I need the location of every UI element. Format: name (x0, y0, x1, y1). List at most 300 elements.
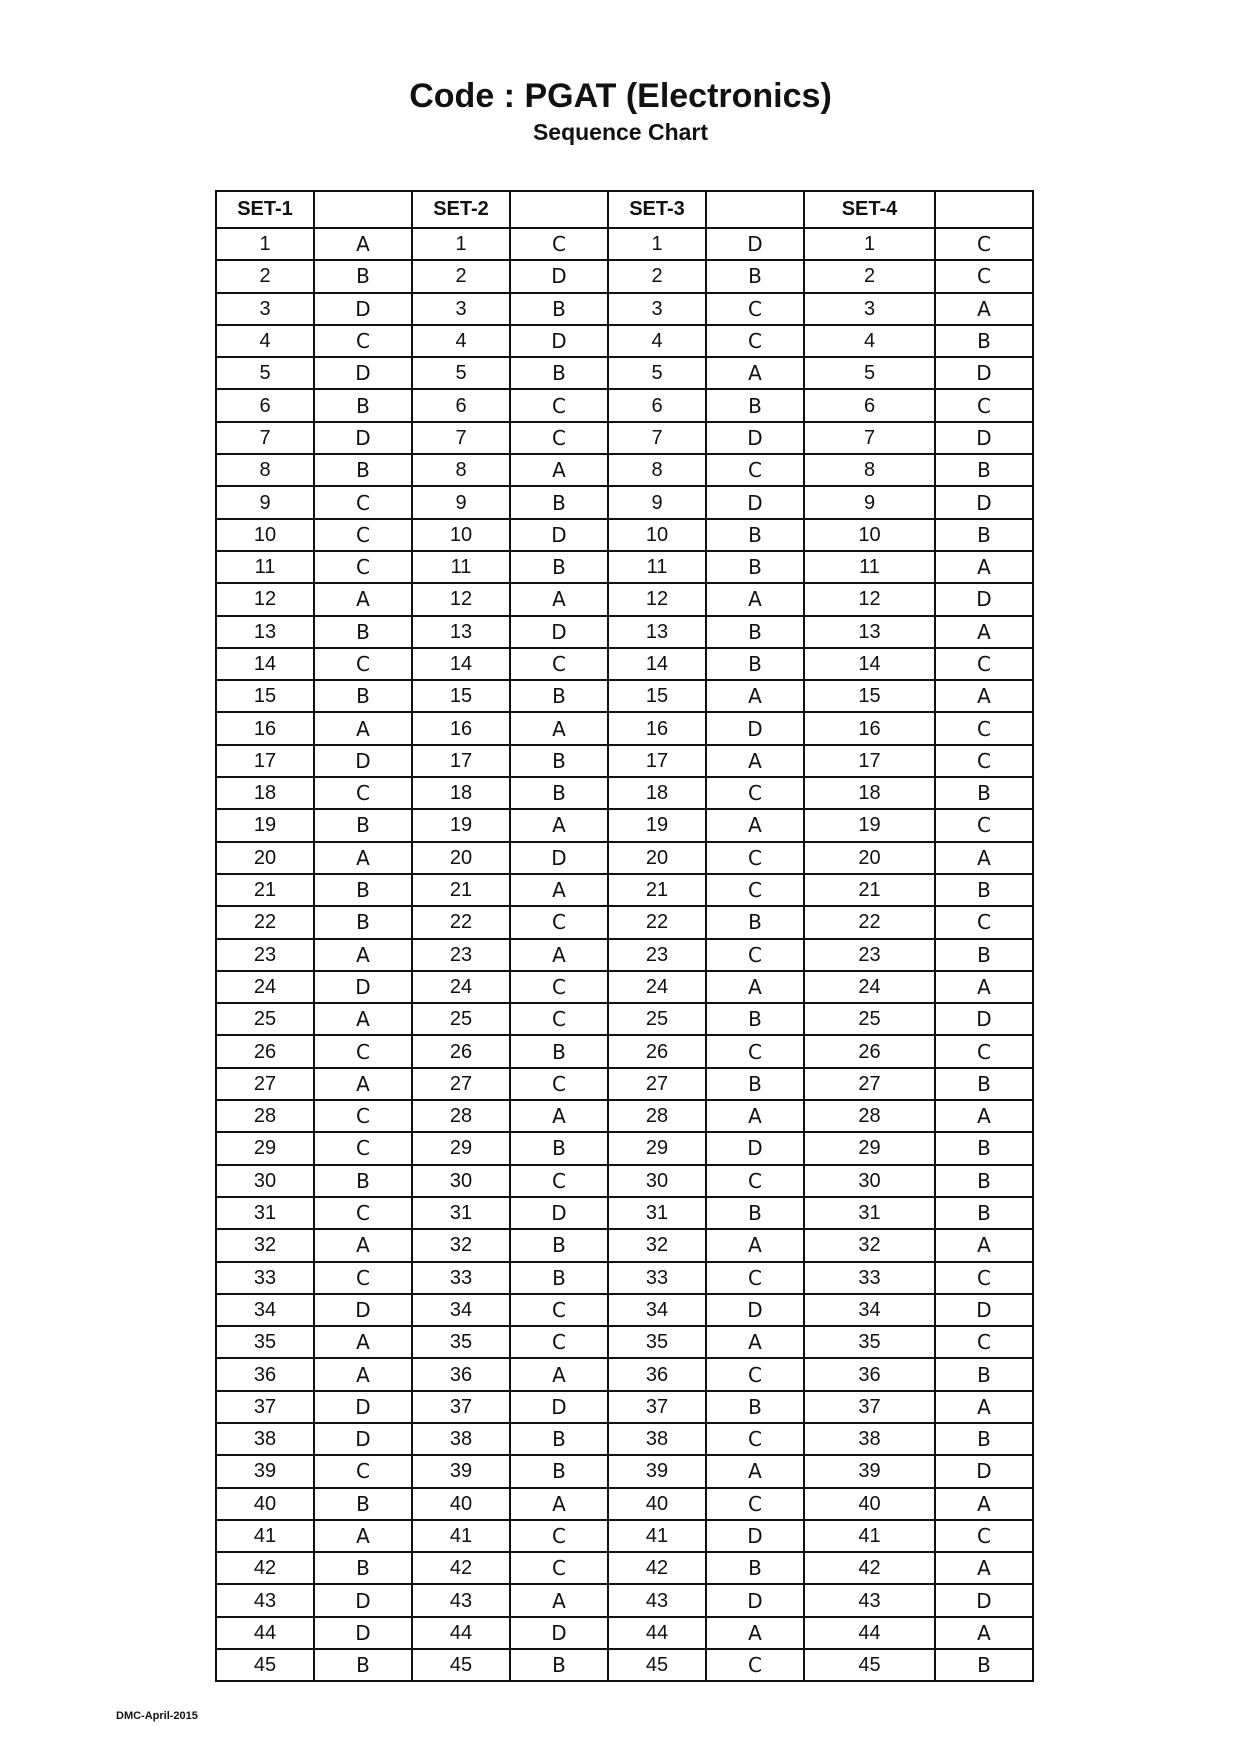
question-number-cell: 24 (412, 971, 510, 1003)
question-number-cell: 35 (412, 1326, 510, 1358)
table-row (216, 583, 1033, 615)
question-number-cell: 33 (804, 1262, 935, 1294)
answer-cell-set-3: C (706, 1165, 804, 1197)
table-row (216, 648, 1033, 680)
question-number-cell: 42 (804, 1552, 935, 1584)
question-number-cell: 35 (216, 1326, 314, 1358)
answer-cell-set-2: B (510, 1262, 608, 1294)
question-number-cell: 30 (804, 1165, 935, 1197)
answer-cell-set-4: A (935, 1488, 1033, 1520)
question-number-cell: 37 (412, 1391, 510, 1423)
table-row (216, 228, 1033, 260)
question-number-cell: 32 (216, 1229, 314, 1261)
answer-cell-set-1: B (314, 260, 412, 292)
answer-cell-set-4: B (935, 1423, 1033, 1455)
question-number-cell: 19 (608, 809, 706, 841)
answer-cell-set-1: D (314, 293, 412, 325)
answer-cell-set-1: D (314, 745, 412, 777)
question-number-cell: 44 (412, 1617, 510, 1649)
answer-cell-set-1: D (314, 1391, 412, 1423)
answer-cell-set-1: B (314, 616, 412, 648)
question-number-cell: 25 (804, 1003, 935, 1035)
answer-cell-set-3: A (706, 745, 804, 777)
question-number-cell: 22 (412, 906, 510, 938)
question-number-cell: 2 (216, 260, 314, 292)
question-number-cell: 40 (216, 1488, 314, 1520)
question-number-cell: 43 (412, 1584, 510, 1616)
question-number-cell: 34 (216, 1294, 314, 1326)
question-number-cell: 7 (608, 422, 706, 454)
question-number-cell: 39 (412, 1455, 510, 1487)
answer-cell-set-2: C (510, 1520, 608, 1552)
answer-cell-set-4: D (935, 1003, 1033, 1035)
question-number-cell: 33 (216, 1262, 314, 1294)
column-header-blank (510, 191, 608, 228)
answer-cell-set-1: C (314, 1197, 412, 1229)
question-number-cell: 42 (216, 1552, 314, 1584)
answer-cell-set-2: A (510, 1358, 608, 1390)
question-number-cell: 39 (216, 1455, 314, 1487)
answer-cell-set-2: C (510, 228, 608, 260)
question-number-cell: 14 (804, 648, 935, 680)
table-row (216, 1132, 1033, 1164)
question-number-cell: 40 (412, 1488, 510, 1520)
question-number-cell: 27 (412, 1068, 510, 1100)
answer-cell-set-2: D (510, 616, 608, 648)
question-number-cell: 5 (216, 357, 314, 389)
question-number-cell: 45 (412, 1649, 510, 1681)
answer-cell-set-4: C (935, 745, 1033, 777)
question-number-cell: 22 (216, 906, 314, 938)
question-number-cell: 45 (216, 1649, 314, 1681)
answer-cell-set-2: A (510, 583, 608, 615)
question-number-cell: 25 (216, 1003, 314, 1035)
answer-cell-set-4: D (935, 583, 1033, 615)
question-number-cell: 32 (608, 1229, 706, 1261)
answer-cell-set-2: B (510, 486, 608, 518)
question-number-cell: 18 (608, 777, 706, 809)
answer-cell-set-3: C (706, 1649, 804, 1681)
answer-cell-set-4: B (935, 1165, 1033, 1197)
question-number-cell: 5 (608, 357, 706, 389)
column-header-blank (314, 191, 412, 228)
answer-cell-set-1: C (314, 551, 412, 583)
answer-cell-set-4: B (935, 1132, 1033, 1164)
answer-cell-set-1: D (314, 971, 412, 1003)
answer-cell-set-1: A (314, 1003, 412, 1035)
answer-cell-set-4: C (935, 228, 1033, 260)
question-number-cell: 44 (216, 1617, 314, 1649)
question-number-cell: 27 (608, 1068, 706, 1100)
question-number-cell: 14 (608, 648, 706, 680)
answer-cell-set-3: B (706, 519, 804, 551)
question-number-cell: 33 (412, 1262, 510, 1294)
question-number-cell: 3 (412, 293, 510, 325)
answer-cell-set-4: C (935, 906, 1033, 938)
question-number-cell: 37 (608, 1391, 706, 1423)
question-number-cell: 10 (216, 519, 314, 551)
answer-cell-set-1: C (314, 1035, 412, 1067)
answer-cell-set-4: B (935, 939, 1033, 971)
question-number-cell: 14 (412, 648, 510, 680)
answer-cell-set-4: D (935, 1455, 1033, 1487)
question-number-cell: 42 (412, 1552, 510, 1584)
question-number-cell: 5 (804, 357, 935, 389)
question-number-cell: 7 (216, 422, 314, 454)
question-number-cell: 29 (804, 1132, 935, 1164)
table-row (216, 745, 1033, 777)
table-row (216, 1617, 1033, 1649)
question-number-cell: 36 (412, 1358, 510, 1390)
answer-cell-set-1: C (314, 1455, 412, 1487)
answer-cell-set-3: C (706, 325, 804, 357)
answer-cell-set-3: A (706, 809, 804, 841)
question-number-cell: 23 (608, 939, 706, 971)
answer-cell-set-4: A (935, 1100, 1033, 1132)
table-row (216, 1035, 1033, 1067)
table-row (216, 1197, 1033, 1229)
answer-cell-set-4: A (935, 551, 1033, 583)
answer-cell-set-1: B (314, 454, 412, 486)
answer-cell-set-4: A (935, 616, 1033, 648)
question-number-cell: 3 (608, 293, 706, 325)
answer-cell-set-1: B (314, 1488, 412, 1520)
answer-cell-set-4: D (935, 486, 1033, 518)
question-number-cell: 32 (804, 1229, 935, 1261)
answer-cell-set-3: B (706, 906, 804, 938)
answer-cell-set-1: A (314, 583, 412, 615)
answer-cell-set-1: C (314, 1100, 412, 1132)
answer-cell-set-1: A (314, 712, 412, 744)
answer-cell-set-3: B (706, 551, 804, 583)
table-row (216, 874, 1033, 906)
question-number-cell: 28 (608, 1100, 706, 1132)
question-number-cell: 28 (216, 1100, 314, 1132)
answer-cell-set-3: A (706, 1617, 804, 1649)
question-number-cell: 11 (804, 551, 935, 583)
answer-cell-set-2: C (510, 422, 608, 454)
answer-cell-set-1: C (314, 519, 412, 551)
answer-cell-set-2: C (510, 389, 608, 421)
question-number-cell: 8 (804, 454, 935, 486)
page-subtitle: Sequence Chart (532, 119, 709, 145)
question-number-cell: 15 (804, 680, 935, 712)
table-row (216, 422, 1033, 454)
question-number-cell: 2 (412, 260, 510, 292)
question-number-cell: 25 (608, 1003, 706, 1035)
question-number-cell: 9 (608, 486, 706, 518)
answer-cell-set-2: A (510, 1488, 608, 1520)
answer-cell-set-3: B (706, 1552, 804, 1584)
table-row (216, 1423, 1033, 1455)
table-row (216, 1358, 1033, 1390)
answer-cell-set-1: D (314, 1423, 412, 1455)
answer-cell-set-4: B (935, 1197, 1033, 1229)
answer-cell-set-1: B (314, 1552, 412, 1584)
table-row (216, 1294, 1033, 1326)
column-header-set-2: SET-2 (412, 191, 510, 228)
question-number-cell: 19 (216, 809, 314, 841)
answer-cell-set-4: B (935, 454, 1033, 486)
answer-cell-set-3: D (706, 1520, 804, 1552)
table-row (216, 1391, 1033, 1423)
answer-cell-set-3: B (706, 1003, 804, 1035)
answer-cell-set-2: B (510, 1035, 608, 1067)
table-row (216, 1003, 1033, 1035)
answer-cell-set-1: A (314, 1068, 412, 1100)
answer-cell-set-4: C (935, 389, 1033, 421)
table-row (216, 1488, 1033, 1520)
question-number-cell: 36 (608, 1358, 706, 1390)
question-number-cell: 4 (412, 325, 510, 357)
answer-cell-set-3: C (706, 939, 804, 971)
question-number-cell: 26 (216, 1035, 314, 1067)
table-row (216, 616, 1033, 648)
question-number-cell: 16 (804, 712, 935, 744)
answer-cell-set-2: B (510, 777, 608, 809)
answer-cell-set-4: C (935, 1520, 1033, 1552)
answer-cell-set-1: A (314, 1358, 412, 1390)
answer-cell-set-3: B (706, 1068, 804, 1100)
answer-cell-set-3: C (706, 454, 804, 486)
answer-cell-set-3: B (706, 648, 804, 680)
answer-cell-set-1: C (314, 648, 412, 680)
question-number-cell: 31 (216, 1197, 314, 1229)
answer-cell-set-3: D (706, 1132, 804, 1164)
answer-cell-set-1: D (314, 1617, 412, 1649)
answer-cell-set-3: C (706, 1035, 804, 1067)
question-number-cell: 22 (804, 906, 935, 938)
answer-cell-set-1: B (314, 906, 412, 938)
answer-cell-set-4: B (935, 1068, 1033, 1100)
table-row (216, 939, 1033, 971)
question-number-cell: 45 (804, 1649, 935, 1681)
question-number-cell: 11 (412, 551, 510, 583)
table-row (216, 1165, 1033, 1197)
answer-cell-set-1: B (314, 809, 412, 841)
answer-cell-set-1: A (314, 842, 412, 874)
answer-cell-set-4: B (935, 1358, 1033, 1390)
answer-cell-set-4: A (935, 1617, 1033, 1649)
question-number-cell: 11 (608, 551, 706, 583)
answer-cell-set-4: A (935, 680, 1033, 712)
answer-cell-set-1: C (314, 1132, 412, 1164)
question-number-cell: 12 (412, 583, 510, 615)
answer-cell-set-2: D (510, 1617, 608, 1649)
question-number-cell: 9 (804, 486, 935, 518)
question-number-cell: 12 (216, 583, 314, 615)
answer-cell-set-2: D (510, 1391, 608, 1423)
question-number-cell: 45 (608, 1649, 706, 1681)
question-number-cell: 20 (216, 842, 314, 874)
answer-cell-set-4: A (935, 1552, 1033, 1584)
answer-cell-set-4: C (935, 1262, 1033, 1294)
answer-cell-set-4: C (935, 648, 1033, 680)
answer-cell-set-1: C (314, 325, 412, 357)
question-number-cell: 2 (804, 260, 935, 292)
answer-cell-set-2: C (510, 1003, 608, 1035)
question-number-cell: 18 (216, 777, 314, 809)
answer-cell-set-4: B (935, 1649, 1033, 1681)
answer-cell-set-4: C (935, 1326, 1033, 1358)
question-number-cell: 17 (608, 745, 706, 777)
answer-cell-set-4: C (935, 1035, 1033, 1067)
answer-cell-set-3: B (706, 260, 804, 292)
question-number-cell: 15 (216, 680, 314, 712)
column-header-set-4: SET-4 (804, 191, 935, 228)
answer-cell-set-3: D (706, 1294, 804, 1326)
question-number-cell: 19 (804, 809, 935, 841)
question-number-cell: 38 (412, 1423, 510, 1455)
question-number-cell: 34 (412, 1294, 510, 1326)
answer-cell-set-1: D (314, 1294, 412, 1326)
question-number-cell: 38 (804, 1423, 935, 1455)
question-number-cell: 23 (216, 939, 314, 971)
question-number-cell: 41 (412, 1520, 510, 1552)
answer-cell-set-4: C (935, 712, 1033, 744)
answer-cell-set-1: A (314, 939, 412, 971)
answer-cell-set-1: D (314, 357, 412, 389)
column-header-set-1: SET-1 (216, 191, 314, 228)
table-row (216, 293, 1033, 325)
question-number-cell: 17 (804, 745, 935, 777)
answer-cell-set-4: B (935, 325, 1033, 357)
table-row (216, 260, 1033, 292)
answer-cell-set-4: C (935, 809, 1033, 841)
answer-cell-set-4: D (935, 422, 1033, 454)
question-number-cell: 33 (608, 1262, 706, 1294)
answer-cell-set-2: C (510, 906, 608, 938)
answer-cell-set-3: A (706, 971, 804, 1003)
answer-cell-set-2: D (510, 842, 608, 874)
question-number-cell: 5 (412, 357, 510, 389)
answer-cell-set-3: C (706, 1488, 804, 1520)
table-row (216, 712, 1033, 744)
question-number-cell: 14 (216, 648, 314, 680)
question-number-cell: 6 (216, 389, 314, 421)
answer-cell-set-2: B (510, 1229, 608, 1261)
question-number-cell: 10 (608, 519, 706, 551)
answer-cell-set-2: A (510, 1584, 608, 1616)
answer-cell-set-2: A (510, 712, 608, 744)
answer-cell-set-2: A (510, 454, 608, 486)
question-number-cell: 1 (608, 228, 706, 260)
question-number-cell: 4 (804, 325, 935, 357)
answer-cell-set-2: B (510, 551, 608, 583)
question-number-cell: 40 (804, 1488, 935, 1520)
question-number-cell: 43 (608, 1584, 706, 1616)
answer-cell-set-1: A (314, 1520, 412, 1552)
question-number-cell: 34 (804, 1294, 935, 1326)
question-number-cell: 32 (412, 1229, 510, 1261)
question-number-cell: 23 (804, 939, 935, 971)
question-number-cell: 3 (804, 293, 935, 325)
table-row (216, 1552, 1033, 1584)
header-row (216, 191, 1033, 228)
question-number-cell: 4 (216, 325, 314, 357)
table-row (216, 357, 1033, 389)
answer-cell-set-2: C (510, 1165, 608, 1197)
answer-cell-set-1: C (314, 1262, 412, 1294)
table-row (216, 1455, 1033, 1487)
answer-cell-set-2: C (510, 1068, 608, 1100)
answer-cell-set-4: B (935, 777, 1033, 809)
answer-cell-set-3: B (706, 616, 804, 648)
question-number-cell: 21 (608, 874, 706, 906)
question-number-cell: 2 (608, 260, 706, 292)
answer-cell-set-2: B (510, 745, 608, 777)
answer-cell-set-2: D (510, 519, 608, 551)
question-number-cell: 42 (608, 1552, 706, 1584)
question-number-cell: 37 (216, 1391, 314, 1423)
answer-cell-set-3: B (706, 389, 804, 421)
question-number-cell: 15 (412, 680, 510, 712)
answer-cell-set-3: A (706, 1229, 804, 1261)
answer-cell-set-2: D (510, 260, 608, 292)
question-number-cell: 12 (804, 583, 935, 615)
question-number-cell: 26 (804, 1035, 935, 1067)
table-row (216, 809, 1033, 841)
question-number-cell: 20 (412, 842, 510, 874)
answer-cell-set-2: B (510, 1455, 608, 1487)
question-number-cell: 21 (804, 874, 935, 906)
answer-cell-set-3: A (706, 680, 804, 712)
question-number-cell: 41 (804, 1520, 935, 1552)
question-number-cell: 39 (804, 1455, 935, 1487)
question-number-cell: 27 (804, 1068, 935, 1100)
answer-cell-set-3: C (706, 874, 804, 906)
question-number-cell: 29 (216, 1132, 314, 1164)
question-number-cell: 10 (804, 519, 935, 551)
table-row (216, 1649, 1033, 1681)
question-number-cell: 1 (412, 228, 510, 260)
question-number-cell: 6 (804, 389, 935, 421)
question-number-cell: 30 (412, 1165, 510, 1197)
question-number-cell: 31 (412, 1197, 510, 1229)
question-number-cell: 17 (412, 745, 510, 777)
question-number-cell: 13 (412, 616, 510, 648)
question-number-cell: 9 (216, 486, 314, 518)
question-number-cell: 8 (412, 454, 510, 486)
answer-cell-set-3: D (706, 486, 804, 518)
answer-cell-set-4: B (935, 874, 1033, 906)
answer-cell-set-3: A (706, 357, 804, 389)
question-number-cell: 24 (804, 971, 935, 1003)
table-row (216, 1326, 1033, 1358)
question-number-cell: 24 (216, 971, 314, 1003)
answer-cell-set-3: A (706, 1100, 804, 1132)
question-number-cell: 41 (216, 1520, 314, 1552)
question-number-cell: 39 (608, 1455, 706, 1487)
answer-cell-set-4: A (935, 1391, 1033, 1423)
question-number-cell: 37 (804, 1391, 935, 1423)
answer-cell-set-2: B (510, 293, 608, 325)
question-number-cell: 15 (608, 680, 706, 712)
answer-cell-set-1: C (314, 777, 412, 809)
question-number-cell: 1 (804, 228, 935, 260)
column-header-blank (706, 191, 804, 228)
question-number-cell: 8 (216, 454, 314, 486)
question-number-cell: 44 (608, 1617, 706, 1649)
answer-cell-set-3: C (706, 777, 804, 809)
question-number-cell: 12 (608, 583, 706, 615)
answer-cell-set-2: C (510, 1294, 608, 1326)
answer-cell-set-3: A (706, 583, 804, 615)
answer-cell-set-2: D (510, 1197, 608, 1229)
answer-cell-set-3: D (706, 422, 804, 454)
answer-cell-set-2: D (510, 325, 608, 357)
answer-cell-set-1: B (314, 1649, 412, 1681)
